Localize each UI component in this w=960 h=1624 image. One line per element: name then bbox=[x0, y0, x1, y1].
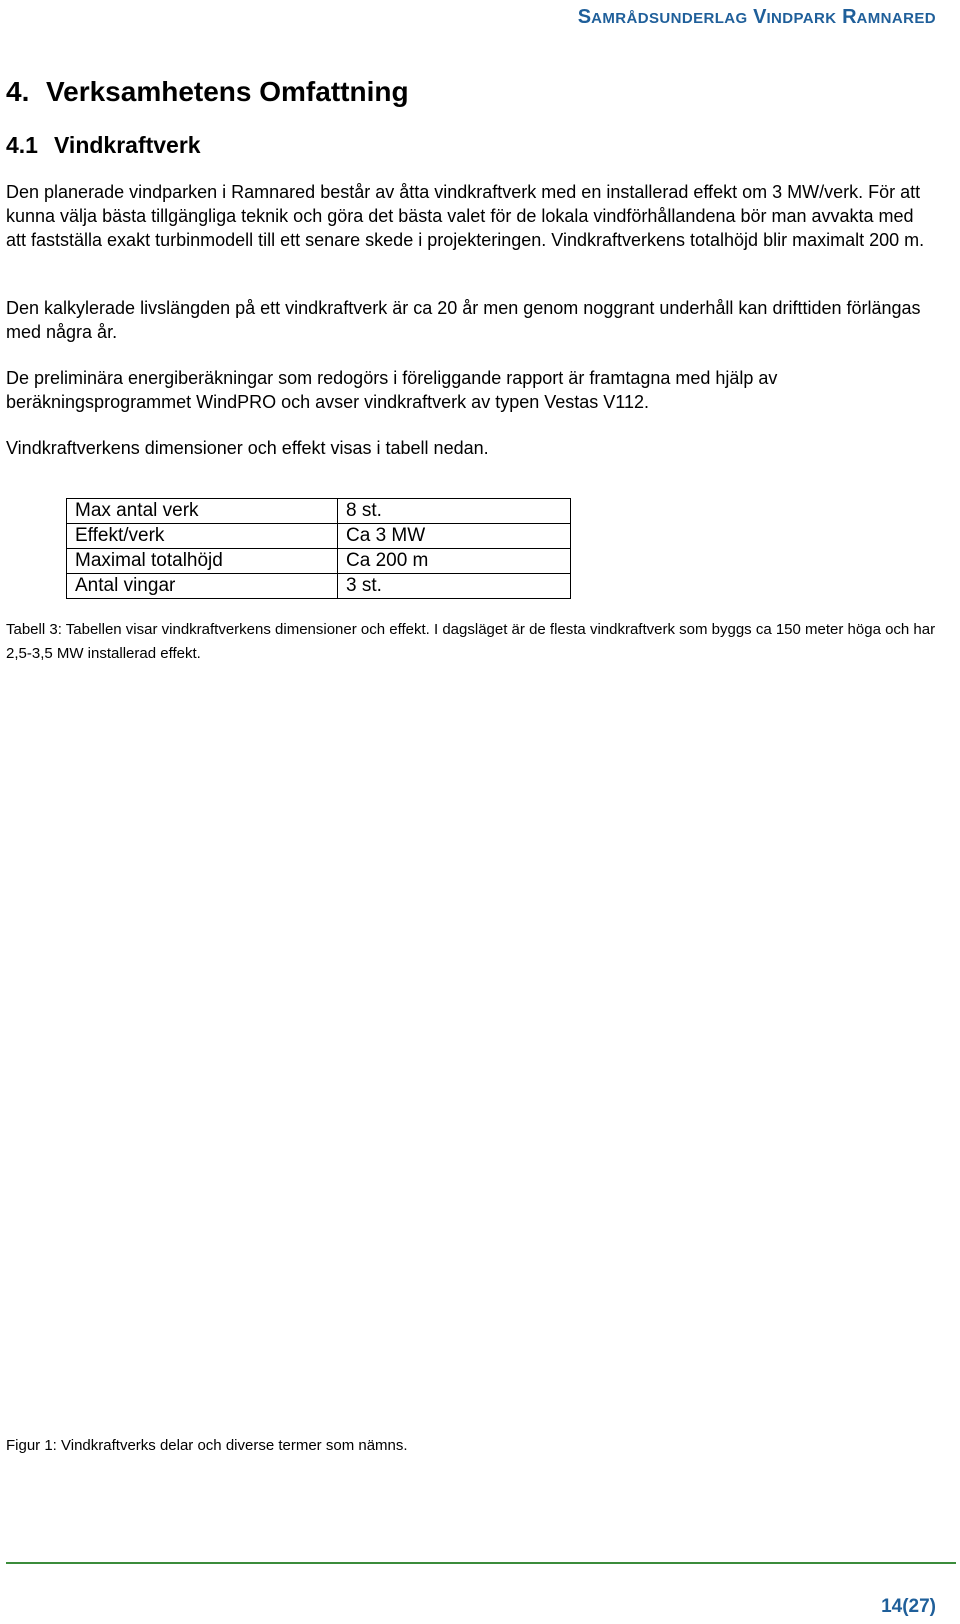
table-row bbox=[67, 499, 571, 524]
dimensions-table bbox=[66, 498, 571, 599]
paragraph-lifetime: Den kalkylerade livslängden på ett vindkraftverk är ca 20 år men genom noggrant underhåll kan drifttiden förlängas med några år. bbox=[6, 298, 921, 342]
table-cell-value: Ca 200 m bbox=[338, 549, 571, 574]
section-number: 4. bbox=[6, 76, 30, 107]
table-row bbox=[67, 574, 571, 599]
document-header-title bbox=[578, 6, 936, 29]
page-number: 14(27) bbox=[881, 1596, 936, 1617]
subsection-heading bbox=[6, 132, 201, 159]
table-cell-value: Ca 3 MW bbox=[338, 524, 571, 549]
figure-caption: Figur 1: Vindkraftverks delar och diverse termer som nämns. bbox=[6, 1437, 408, 1454]
footer-divider bbox=[6, 1562, 956, 1564]
paragraph-energy-calculations: De preliminära energiberäkningar som redogörs i föreliggande rapport är framtagna med hjälp av beräkningsprogrammet WindPRO och avser vindkraftverk av typen Vestas V112. bbox=[6, 368, 778, 412]
table-cell-label: Effekt/verk bbox=[67, 524, 338, 549]
header-word-3: RAMNARED bbox=[842, 6, 936, 28]
paragraph-planned-park: Den planerade vindparken i Ramnared består av åtta vindkraftverk med en installerad effekt om 3 MW/verk. För att kunna välja bästa tillgängliga teknik och göra det bästa valet för de lokala vindförhållandena bör man avvakta med att fastställa exakt turbinmodell till ett senare skede i projekteringen. Vindkraftverkens totalhöjd blir maximalt 200 m. bbox=[6, 182, 925, 250]
section-heading bbox=[6, 76, 409, 108]
paragraph-table-intro: Vindkraftverkens dimensioner och effekt visas i tabell nedan. bbox=[6, 438, 489, 458]
table-row bbox=[67, 549, 571, 574]
table-cell-label: Max antal verk bbox=[67, 499, 338, 524]
table-cell-value: 3 st. bbox=[338, 574, 571, 599]
section-title: Verksamhetens Omfattning bbox=[46, 76, 409, 107]
subsection-title: Vindkraftverk bbox=[54, 132, 201, 158]
subsection-number: 4.1 bbox=[6, 132, 38, 158]
header-word-2: VINDPARK bbox=[753, 6, 837, 28]
table-row bbox=[67, 524, 571, 549]
table-cell-label: Maximal totalhöjd bbox=[67, 549, 338, 574]
table-caption: Tabell 3: Tabellen visar vindkraftverkens dimensioner och effekt. I dagsläget är de flesta vindkraftverk som byggs ca 150 meter höga och har 2,5-3,5 MW installerad effekt. bbox=[6, 621, 936, 662]
table-cell-value: 8 st. bbox=[338, 499, 571, 524]
table-cell-label: Antal vingar bbox=[67, 574, 338, 599]
header-word-1: SAMRÅDSUNDERLAG bbox=[577, 6, 748, 28]
